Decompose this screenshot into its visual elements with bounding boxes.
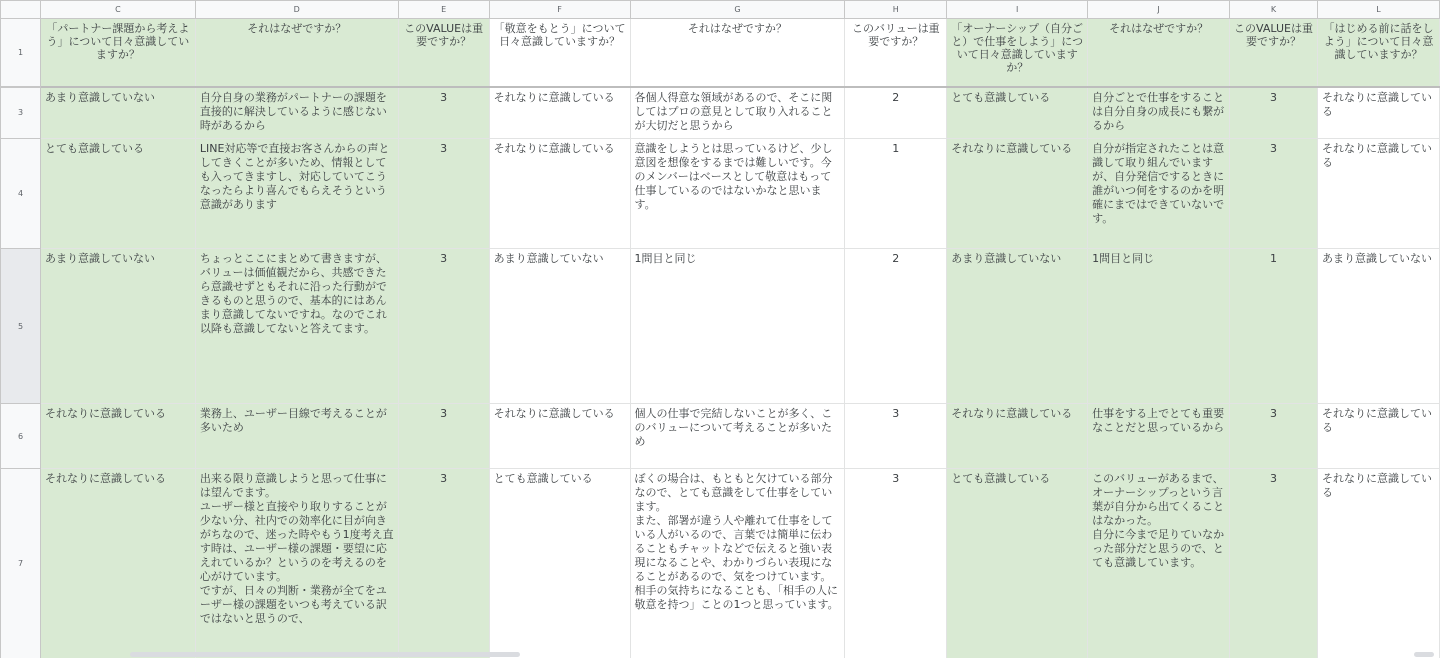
data-cell[interactable]: [489, 404, 630, 469]
cell-text: LINE対応等で直接お客さんからの声としてきくことが多いため、情報としても入ってきますし、対応していてこうなったらより喜んでもらえそうという意識があります: [199, 142, 390, 211]
cell-text: あまり意識していない: [951, 252, 1062, 265]
cell-text: 自分自身の業務がパートナーの課題を直接的に解決しているように感じない時があるから: [199, 90, 387, 132]
data-cell[interactable]: [845, 469, 947, 658]
cell-text: 出来る限り意識しようと思って仕事には望んでます。 ユーザー様と直接やり取りすることが少ない分、社内での効率化に目が向きがちなので、迷った時やもう1度考え直す時は、ユーザー様の課題・要望に応えれているか？というのを考えるのを心がけています。 ですが、日々の判断・業務が全てをユーザー様の課題をいつも考えている訳ではないと思うので、: [199, 472, 394, 625]
data-cell[interactable]: [195, 139, 398, 249]
cell-text: 3: [440, 472, 448, 485]
data-cell[interactable]: [1317, 404, 1439, 469]
cell-text: それなりに意識している: [44, 472, 166, 485]
data-cell[interactable]: [1317, 87, 1439, 139]
cell-text: あまり意識していない: [44, 90, 155, 104]
cell-text: 3: [440, 407, 448, 420]
data-cell[interactable]: [195, 469, 398, 658]
row-header-4[interactable]: 4: [1, 139, 41, 249]
data-cell[interactable]: [1230, 469, 1318, 658]
data-cell[interactable]: [630, 87, 845, 139]
cell-text: それなりに意識している: [951, 142, 1073, 155]
data-cell[interactable]: [845, 404, 947, 469]
data-cell[interactable]: [489, 249, 630, 404]
cell-text: それはなぜですか？: [247, 22, 347, 35]
data-cell[interactable]: [398, 139, 489, 249]
column-header-g[interactable]: G: [630, 1, 845, 19]
cell-text: 3: [892, 407, 900, 420]
cell-text: とても意識している: [951, 472, 1051, 485]
cell-text: このバリューは重要ですか？: [851, 22, 940, 48]
cell-text: それなりに意識している: [1321, 407, 1432, 434]
cell-text: このバリューがあるまで、オーナーシップっという言葉が自分から出てくることはなかった。 自分に今まで足りていなかった部分だと思うので、とても意識しています。: [1092, 472, 1225, 569]
data-cell[interactable]: [40, 249, 195, 404]
data-cell[interactable]: [195, 87, 398, 139]
cell-text: それなりに意識している: [493, 407, 615, 420]
cell-text: 「パートナー課題から考えよう」について日々意識していますか？: [46, 22, 190, 61]
cell-text: 仕事をする上でとても重要なことだと思っているから: [1092, 407, 1225, 434]
cell-text: それはなぜですか？: [1109, 22, 1209, 35]
row-header-6[interactable]: 6: [1, 404, 41, 469]
data-cell[interactable]: [1088, 249, 1230, 404]
header-cell-f[interactable]: [489, 19, 630, 87]
column-header-e[interactable]: E: [398, 1, 489, 19]
data-cell[interactable]: [195, 404, 398, 469]
row-header-5[interactable]: 5: [1, 249, 41, 404]
cell-text: 2: [892, 90, 900, 104]
data-cell[interactable]: [40, 404, 195, 469]
row-header-1[interactable]: 1: [1, 19, 41, 87]
column-header-j[interactable]: J: [1088, 1, 1230, 19]
data-cell[interactable]: [1230, 249, 1318, 404]
cell-text: 3: [1270, 142, 1278, 155]
cell-text: 3: [440, 90, 448, 104]
cell-text: このVALUEは重要ですか？: [1234, 22, 1313, 48]
table-row: [1, 87, 1440, 139]
data-cell[interactable]: [630, 469, 845, 658]
cell-text: 3: [440, 252, 448, 265]
data-cell[interactable]: [630, 139, 845, 249]
cell-text: 1問目と同じ: [634, 252, 697, 265]
data-cell[interactable]: [40, 87, 195, 139]
data-cell[interactable]: [1230, 139, 1318, 249]
data-cell[interactable]: [1317, 469, 1439, 658]
horizontal-scrollbar-end[interactable]: [1414, 652, 1434, 657]
header-cell-l[interactable]: [1317, 19, 1439, 87]
header-cell-j[interactable]: [1088, 19, 1230, 87]
table-row: [1, 249, 1440, 404]
data-cell[interactable]: [1230, 87, 1318, 139]
table-row: [1, 139, 1440, 249]
data-cell[interactable]: [195, 249, 398, 404]
cell-text: あまり意識していない: [493, 252, 604, 265]
cell-text: 業務上、ユーザー目線で考えることが多いため: [199, 407, 387, 434]
cell-text: 1: [892, 142, 900, 155]
cell-text: 2: [892, 252, 900, 265]
data-cell[interactable]: [845, 139, 947, 249]
data-cell[interactable]: [845, 87, 947, 139]
cell-text: 「オーナーシップ（自分ごと）で仕事をしよう」について日々意識していますか？: [951, 22, 1084, 74]
header-cell-d[interactable]: [195, 19, 398, 87]
header-cell-e[interactable]: [398, 19, 489, 87]
cell-text: それなりに意識している: [1321, 142, 1432, 169]
cell-text: とても意識している: [44, 142, 144, 155]
data-cell[interactable]: [947, 469, 1088, 658]
data-cell[interactable]: [1088, 404, 1230, 469]
data-cell[interactable]: [398, 469, 489, 658]
data-cell[interactable]: [398, 87, 489, 139]
data-cell[interactable]: [489, 87, 630, 139]
data-cell[interactable]: [1230, 404, 1318, 469]
horizontal-scrollbar[interactable]: [130, 652, 520, 657]
cell-text: それなりに意識している: [951, 407, 1073, 420]
cell-text: それなりに意識している: [44, 407, 166, 420]
column-header-i[interactable]: I: [947, 1, 1088, 19]
cell-text: 自分ごとで仕事をすることは自分自身の成長にも繋がるから: [1092, 90, 1225, 132]
data-cell[interactable]: [845, 249, 947, 404]
data-cell[interactable]: [630, 404, 845, 469]
cell-text: それなりに意識している: [1321, 90, 1432, 118]
row-header-7[interactable]: 7: [1, 469, 41, 658]
cell-text: このVALUEは重要ですか？: [404, 22, 484, 48]
data-cell[interactable]: [1088, 469, 1230, 658]
data-cell[interactable]: [398, 404, 489, 469]
data-cell[interactable]: [40, 139, 195, 249]
question-header-row: [1, 19, 1440, 87]
header-cell-c[interactable]: [40, 19, 195, 87]
header-cell-i[interactable]: [947, 19, 1088, 87]
cell-text: 「敬意をもとう」について日々意識していますか？: [493, 22, 626, 48]
column-header-l[interactable]: L: [1317, 1, 1439, 19]
select-all-corner[interactable]: [1, 1, 41, 19]
cell-text: ぼくの場合は、もともと欠けている部分なので、とても意識をして仕事をしています。 また、部署が違う人や離れて仕事をしている人がいるので、言葉では簡単に伝わることもチャットなどで伝えると強い表現になることや、わかりづらい表現になることがあるので、気をつけています。 相手の気持ちになることも、「相手の人に敬意を持つ」ことの1つと思っています。: [634, 472, 839, 611]
cell-text: 個人の仕事で完結しないことが多く、このバリューについて考えることが多いため: [634, 407, 833, 448]
data-cell[interactable]: [630, 249, 845, 404]
data-cell[interactable]: [947, 404, 1088, 469]
data-cell[interactable]: [489, 139, 630, 249]
data-cell[interactable]: [947, 139, 1088, 249]
cell-text: 自分が指定されたことは意識して取り組んでいますが、自分発信でするときに誰がいつ何をするのかを明確にまではできていないです。: [1092, 142, 1225, 225]
cell-text: 3: [1270, 407, 1278, 420]
cell-text: それはなぜですか？: [687, 22, 787, 35]
cell-text: 1: [1270, 252, 1278, 265]
table-row: [1, 404, 1440, 469]
header-cell-g[interactable]: [630, 19, 845, 87]
cell-text: とても意識している: [493, 472, 593, 485]
data-cell[interactable]: [947, 87, 1088, 139]
data-cell[interactable]: [398, 249, 489, 404]
cell-text: あまり意識していない: [44, 252, 155, 265]
cell-text: 「はじめる前に話をしよう」について日々意識していますか？: [1323, 22, 1434, 61]
row-header-3[interactable]: 3: [1, 87, 41, 139]
column-header-k[interactable]: K: [1230, 1, 1318, 19]
column-header-f[interactable]: F: [489, 1, 630, 19]
cell-text: あまり意識していない: [1321, 252, 1432, 265]
data-cell[interactable]: [1317, 139, 1439, 249]
header-cell-h[interactable]: [845, 19, 947, 87]
data-cell[interactable]: [489, 469, 630, 658]
cell-text: 3: [440, 142, 448, 155]
cell-text: とても意識している: [951, 90, 1051, 104]
column-header-c[interactable]: C: [40, 1, 195, 19]
data-cell[interactable]: [1088, 87, 1230, 139]
cell-text: 1問目と同じ: [1092, 252, 1155, 265]
cell-text: 3: [1270, 90, 1278, 104]
cell-text: ちょっとここにまとめて書きますが、バリューは価値観だから、共感できたら意識せずともそれに沿った行動ができるものと思うので、基本的にはあんまり意識してないですね。なのでこれ以降も意識してないと答えてます。: [199, 252, 387, 335]
cell-text: それなりに意識している: [493, 90, 615, 104]
cell-text: 3: [892, 472, 900, 485]
cell-text: 各個人得意な領域があるので、そこに関してはプロの意見として取り入れることが大切だと思うから: [634, 90, 833, 132]
header-cell-k[interactable]: [1230, 19, 1318, 87]
column-header-row: [1, 1, 1440, 19]
data-cell[interactable]: [1317, 249, 1439, 404]
data-cell[interactable]: [1088, 139, 1230, 249]
column-header-h[interactable]: H: [845, 1, 947, 19]
data-cell[interactable]: [40, 469, 195, 658]
cell-text: それなりに意識している: [1321, 472, 1432, 499]
data-cell[interactable]: [947, 249, 1088, 404]
column-header-d[interactable]: D: [195, 1, 398, 19]
table-row: [1, 469, 1440, 658]
cell-text: 意識をしようとは思っているけど、少し意図を想像をするまでは難しいです。今のメンバーはベースとして敬意はもって仕事しているのではないかなと思います。: [634, 142, 833, 211]
cell-text: それなりに意識している: [493, 142, 615, 155]
cell-text: 3: [1270, 472, 1278, 485]
